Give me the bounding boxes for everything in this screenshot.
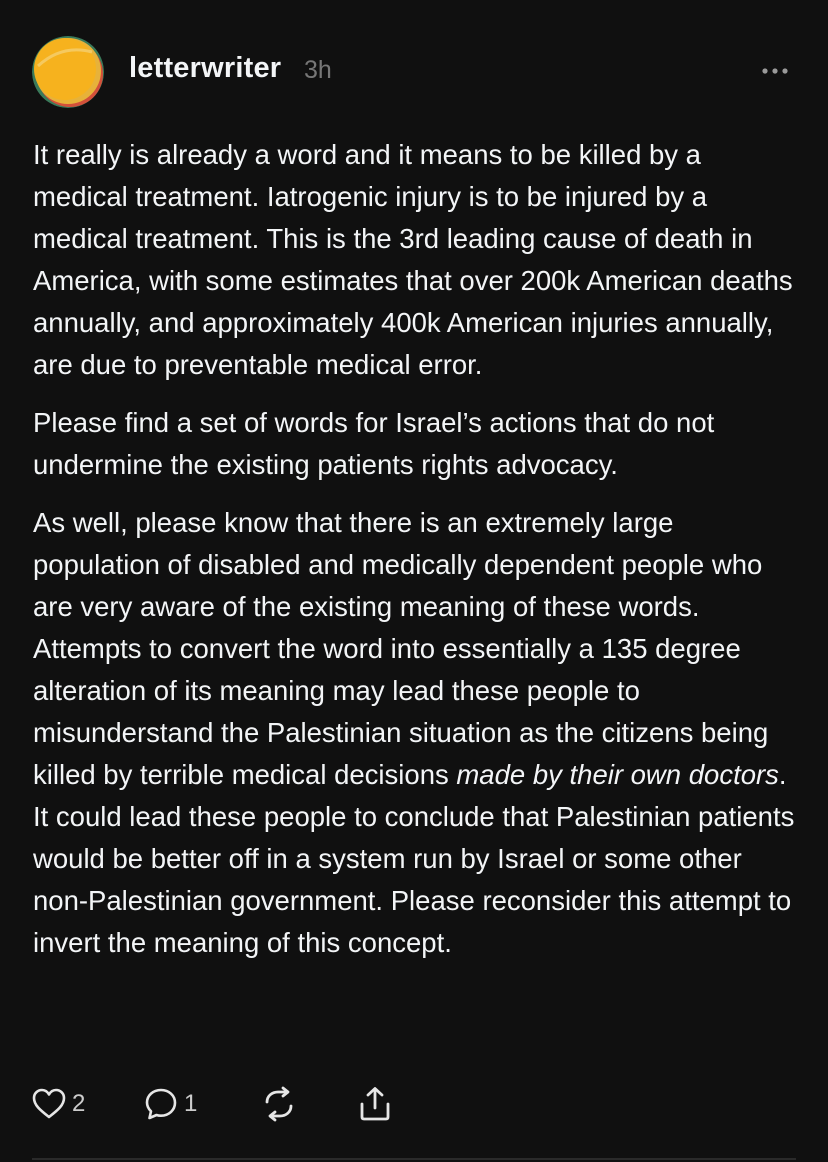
author-username[interactable]: letterwriter — [129, 52, 282, 84]
post-divider — [32, 1158, 796, 1160]
paragraph-3-text-end: . It could lead these people to conclude that Palestinian patients would be better off in a system run by Israel or some other non-Palestinian government. Please reconsider this attempt to invert the meaning of this concept. — [33, 759, 795, 958]
paragraph-3-italic-text: made by their own doctors — [456, 759, 779, 790]
avatar[interactable] — [32, 36, 104, 108]
repost-button[interactable] — [260, 1084, 298, 1124]
paragraph-3-text-start: As well, please know that there is an extremely large population of disabled and medically dependent people who are very aware of the existing meaning of these words. Attempts to convert the word into essentially a 135 degree alteration of its meaning may lead these people to misunderstand the Palestinian situation as the citizens being killed by terrible medical decisions — [33, 507, 769, 790]
reply-button[interactable] — [144, 1084, 197, 1124]
comment-icon — [144, 1087, 178, 1121]
avatar-image — [32, 36, 104, 108]
heart-icon — [32, 1088, 66, 1120]
post-paragraph-1: It really is already a word and it means to be killed by a medical treatment. Iatrogenic injury is to be injured by a medical treatment. This is the 3rd leading cause of death in America, with some estimates that over 200k American deaths annually, and approximately 400k American injuries annually, are due to preventable medical error. — [33, 139, 793, 380]
post-body — [33, 134, 803, 980]
share-button[interactable] — [358, 1084, 392, 1124]
like-button[interactable] — [32, 1084, 85, 1124]
repost-icon — [260, 1086, 298, 1122]
post-timestamp: 3h — [304, 56, 332, 84]
post-header — [32, 36, 796, 108]
post-paragraph-2: Please find a set of words for Israel’s actions that do not undermine the existing patients rights advocacy. — [33, 407, 715, 480]
share-icon — [358, 1086, 392, 1122]
like-count: 2 — [72, 1090, 86, 1117]
post-actions — [32, 1084, 532, 1124]
reply-count: 1 — [184, 1090, 198, 1117]
more-horizontal-icon — [760, 56, 790, 86]
post-paragraph-3 — [33, 502, 803, 964]
more-options-button[interactable] — [760, 56, 790, 86]
